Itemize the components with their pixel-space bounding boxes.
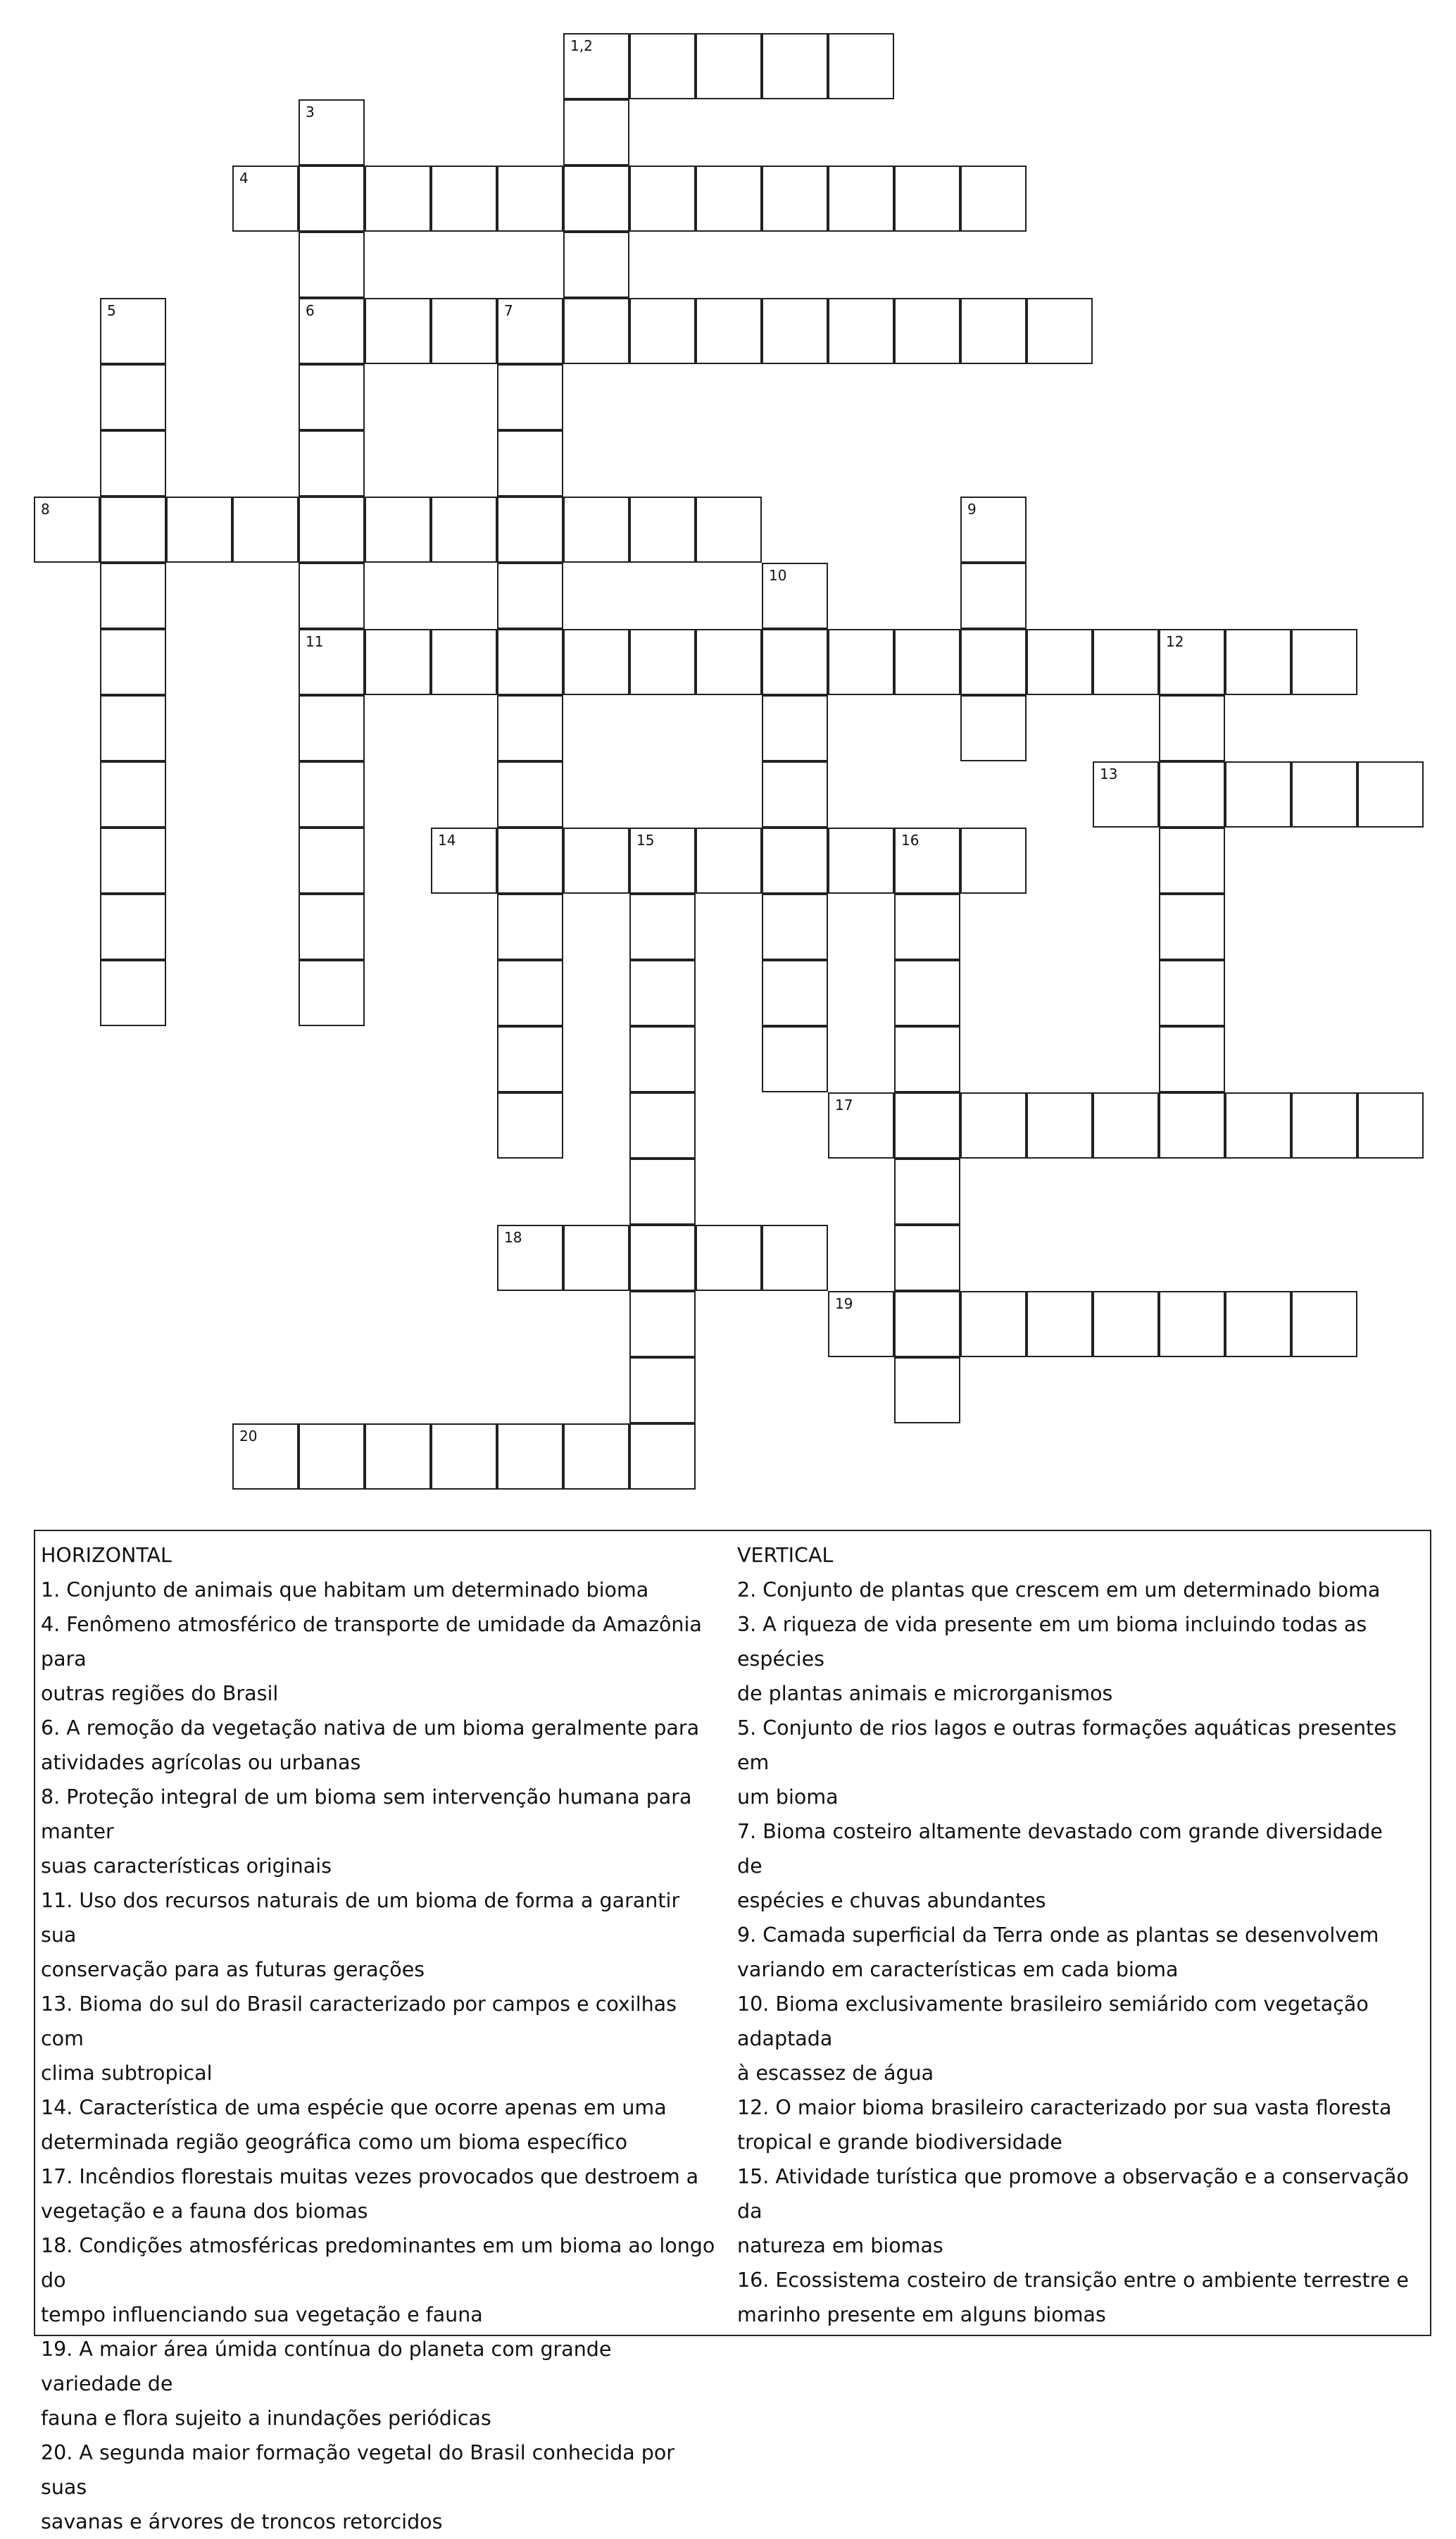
clue-line: fauna e flora sujeito a inundações periódicas [41, 2407, 491, 2430]
crossword-cell[interactable] [960, 828, 1027, 894]
vertical-clue-list [737, 1573, 1413, 2332]
clue-line: à escassez de água [737, 2061, 934, 2085]
crossword-cell[interactable] [828, 1092, 894, 1159]
clue-line: 18. Condições atmosféricas predominantes em um bioma ao longo do [41, 2234, 715, 2292]
clue-line: 4. Fenômeno atmosférico de transporte de umidade da Amazônia para [41, 1613, 702, 1671]
crossword-cell[interactable] [299, 430, 365, 497]
clue-number: 7 [504, 302, 513, 319]
clue-line: 10. Bioma exclusivamente brasileiro semiárido com vegetação adaptada [737, 1992, 1369, 2050]
crossword-cell[interactable] [894, 298, 960, 364]
crossword-cell[interactable] [497, 1225, 563, 1291]
clue-number: 19 [835, 1295, 853, 1312]
crossword-cell[interactable] [629, 1225, 696, 1291]
crossword-cell[interactable] [629, 1026, 696, 1092]
crossword-cell[interactable] [1093, 629, 1159, 695]
crossword-cell[interactable] [100, 695, 166, 761]
crossword-cell[interactable] [1159, 1026, 1225, 1092]
crossword-cell[interactable] [960, 563, 1027, 629]
crossword-cell[interactable] [894, 894, 960, 960]
crossword-cell[interactable] [629, 894, 696, 960]
crossword-cell[interactable] [762, 695, 828, 761]
crossword-cell[interactable] [696, 828, 762, 894]
crossword-cell[interactable] [299, 364, 365, 430]
crossword-cell[interactable] [299, 761, 365, 828]
horizontal-clue-list [41, 1573, 717, 2539]
clue-line: marinho presente em alguns biomas [737, 2303, 1106, 2326]
clue-line: 6. A remoção da vegetação nativa de um bioma geralmente para [41, 1716, 700, 1740]
crossword-cell[interactable] [894, 1291, 960, 1357]
crossword-cell[interactable] [100, 761, 166, 828]
crossword-cell[interactable] [1093, 1291, 1159, 1357]
crossword-cell[interactable] [365, 629, 431, 695]
crossword-cell[interactable] [762, 166, 828, 232]
crossword-cell[interactable] [497, 1423, 563, 1490]
clue-number: 14 [438, 832, 456, 849]
crossword-cell[interactable] [431, 497, 497, 563]
crossword-cell[interactable] [1027, 1092, 1093, 1159]
crossword-cell[interactable] [894, 1026, 960, 1092]
clue-line: 8. Proteção integral de um bioma sem intervenção humana para manter [41, 1785, 692, 1843]
crossword-cell[interactable] [1093, 1092, 1159, 1159]
clue-line: 17. Incêndios florestais muitas vezes provocados que destroem a [41, 2165, 699, 2188]
clue-line: suas características originais [41, 1854, 332, 1878]
crossword-cell[interactable] [629, 1159, 696, 1225]
crossword-cell[interactable] [960, 1092, 1027, 1159]
crossword-cell[interactable] [696, 33, 762, 99]
crossword-cell[interactable] [100, 430, 166, 497]
crossword-cell[interactable] [497, 298, 563, 364]
crossword-cell[interactable] [299, 894, 365, 960]
crossword-cell[interactable] [299, 497, 365, 563]
crossword-cell[interactable] [365, 1423, 431, 1490]
crossword-cell[interactable] [1159, 629, 1225, 695]
crossword-cell[interactable] [299, 298, 365, 364]
clue-line: espécies e chuvas abundantes [737, 1889, 1046, 1912]
crossword-cell[interactable] [563, 1225, 629, 1291]
clue-line: clima subtropical [41, 2061, 213, 2085]
crossword-cell[interactable] [762, 960, 828, 1026]
crossword-cell[interactable] [365, 298, 431, 364]
crossword-cell[interactable] [1027, 629, 1093, 695]
clue-number: 6 [306, 302, 315, 319]
crossword-cell[interactable] [299, 232, 365, 298]
crossword-cell[interactable] [629, 960, 696, 1026]
clue-line: 1. Conjunto de animais que habitam um determinado bioma [41, 1578, 649, 1602]
crossword-cell[interactable] [828, 629, 894, 695]
clue-line: tempo influenciando sua vegetação e fauna [41, 2303, 483, 2326]
crossword-cell[interactable] [894, 960, 960, 1026]
crossword-cell[interactable] [1159, 960, 1225, 1026]
crossword-cell[interactable] [828, 1291, 894, 1357]
crossword-cell[interactable] [960, 629, 1027, 695]
crossword-cell[interactable] [696, 166, 762, 232]
crossword-cell[interactable] [497, 1026, 563, 1092]
clue-number: 4 [239, 170, 249, 187]
crossword-cell[interactable] [629, 1357, 696, 1423]
crossword-cell[interactable] [100, 629, 166, 695]
crossword-cell[interactable] [1225, 629, 1291, 695]
clue-line: de plantas animais e microrganismos [737, 1682, 1113, 1705]
crossword-cell[interactable] [1291, 1291, 1357, 1357]
clue-number: 3 [306, 104, 315, 120]
crossword-cell[interactable] [100, 563, 166, 629]
crossword-cell[interactable] [762, 828, 828, 894]
clue-line: tropical e grande biodiversidade [737, 2131, 1062, 2154]
clue-line: 2. Conjunto de plantas que crescem em um determinado bioma [737, 1578, 1381, 1602]
crossword-cell[interactable] [100, 364, 166, 430]
crossword-cell[interactable] [497, 894, 563, 960]
crossword-cell[interactable] [365, 166, 431, 232]
crossword-cell[interactable] [497, 497, 563, 563]
crossword-cell[interactable] [629, 828, 696, 894]
crossword-cell[interactable] [629, 298, 696, 364]
crossword-cell[interactable] [629, 33, 696, 99]
clue-line: um bioma [737, 1785, 839, 1809]
clue-line: determinada região geográfica como um bioma específico [41, 2131, 628, 2154]
crossword-cell[interactable] [563, 629, 629, 695]
crossword-cell[interactable] [1159, 828, 1225, 894]
clue-line: 20. A segunda maior formação vegetal do Brasil conhecida por suas [41, 2441, 674, 2499]
crossword-cell[interactable] [431, 298, 497, 364]
clue-number: 8 [41, 501, 50, 518]
crossword-cell[interactable] [232, 497, 299, 563]
clue-number: 15 [636, 832, 655, 849]
crossword-cell[interactable] [894, 629, 960, 695]
crossword-cell[interactable] [497, 563, 563, 629]
crossword-cell[interactable] [696, 1225, 762, 1291]
clue-line: conservação para as futuras gerações [41, 1958, 425, 1981]
crossword-cell[interactable] [629, 1092, 696, 1159]
crossword-cell[interactable] [299, 166, 365, 232]
crossword-cell[interactable] [497, 364, 563, 430]
crossword-cell[interactable] [762, 894, 828, 960]
crossword-cell[interactable] [894, 1225, 960, 1291]
clue-line: 3. A riqueza de vida presente em um bioma incluindo todas as espécies [737, 1613, 1367, 1671]
crossword-cell[interactable] [431, 828, 497, 894]
crossword-cell[interactable] [894, 1357, 960, 1423]
crossword-cell[interactable] [1291, 629, 1357, 695]
clue-number: 9 [967, 501, 977, 518]
crossword-cell[interactable] [1159, 761, 1225, 828]
crossword-cell[interactable] [497, 761, 563, 828]
clue-line: 19. A maior área úmida contínua do planeta com grande variedade de [41, 2338, 612, 2395]
crossword-cell[interactable] [563, 166, 629, 232]
crossword-cell[interactable] [762, 761, 828, 828]
crossword-cell[interactable] [1291, 1092, 1357, 1159]
crossword-cell[interactable] [365, 497, 431, 563]
crossword-cell[interactable] [563, 828, 629, 894]
crossword-cell[interactable] [497, 960, 563, 1026]
clue-line: 16. Ecossistema costeiro de transição entre o ambiente terrestre e [737, 2269, 1409, 2292]
crossword-cell[interactable] [1225, 761, 1291, 828]
crossword-cell[interactable] [762, 1026, 828, 1092]
crossword-cell[interactable] [960, 166, 1027, 232]
crossword-cell[interactable] [34, 497, 100, 563]
crossword-cell[interactable] [431, 166, 497, 232]
clue-number: 10 [769, 567, 787, 584]
crossword-cell[interactable] [563, 99, 629, 166]
crossword-cell[interactable] [960, 1291, 1027, 1357]
crossword-cell[interactable] [696, 629, 762, 695]
crossword-cell[interactable] [762, 1225, 828, 1291]
clue-line: atividades agrícolas ou urbanas [41, 1751, 361, 1774]
crossword-cell[interactable] [629, 1423, 696, 1490]
crossword-cell[interactable] [299, 629, 365, 695]
crossword-cell[interactable] [563, 232, 629, 298]
crossword-cell[interactable] [497, 1092, 563, 1159]
crossword-cell[interactable] [1225, 1291, 1291, 1357]
clue-number: 13 [1100, 766, 1118, 782]
clue-line: 9. Camada superficial da Terra onde as plantas se desenvolvem [737, 1923, 1379, 1947]
clue-line: vegetação e a fauna dos biomas [41, 2200, 368, 2223]
crossword-cell[interactable] [894, 1159, 960, 1225]
crossword-cell[interactable] [894, 1092, 960, 1159]
crossword-cell[interactable] [828, 166, 894, 232]
crossword-cell[interactable] [629, 166, 696, 232]
crossword-cell[interactable] [629, 629, 696, 695]
clue-line: 14. Característica de uma espécie que ocorre apenas em uma [41, 2096, 667, 2119]
clue-number: 18 [504, 1229, 522, 1246]
crossword-cell[interactable] [563, 497, 629, 563]
crossword-cell[interactable] [497, 828, 563, 894]
crossword-cell[interactable] [232, 166, 299, 232]
crossword-cell[interactable] [1357, 1092, 1424, 1159]
crossword-cell[interactable] [1159, 695, 1225, 761]
crossword-cell[interactable] [100, 497, 166, 563]
clue-line: outras regiões do Brasil [41, 1682, 279, 1705]
clue-number: 5 [107, 302, 116, 319]
crossword-cell[interactable] [299, 828, 365, 894]
crossword-cell[interactable] [960, 298, 1027, 364]
clue-line: 5. Conjunto de rios lagos e outras formações aquáticas presentes em [737, 1716, 1397, 1774]
crossword-cell[interactable] [1027, 1291, 1093, 1357]
crossword-cell[interactable] [1225, 1092, 1291, 1159]
crossword-cell[interactable] [100, 894, 166, 960]
crossword-cell[interactable] [1357, 761, 1424, 828]
crossword-cell[interactable] [1159, 1092, 1225, 1159]
crossword-cell[interactable] [497, 629, 563, 695]
crossword-cell[interactable] [166, 497, 232, 563]
crossword-cell[interactable] [299, 99, 365, 166]
crossword-cell[interactable] [762, 629, 828, 695]
clue-line: 7. Bioma costeiro altamente devastado com grande diversidade de [737, 1820, 1383, 1878]
clue-number: 1,2 [570, 37, 593, 54]
horizontal-title: HORIZONTAL [41, 1544, 172, 1567]
crossword-cell[interactable] [762, 33, 828, 99]
clue-line: 15. Atividade turística que promove a observação e a conservação da [737, 2165, 1409, 2223]
clue-line: savanas e árvores de troncos retorcidos [41, 2510, 443, 2533]
crossword-cell[interactable] [960, 497, 1027, 563]
crossword-cell[interactable] [563, 33, 629, 99]
crossword-cell[interactable] [1159, 1291, 1225, 1357]
clue-number: 20 [239, 1428, 258, 1445]
crossword-cell[interactable] [828, 828, 894, 894]
crossword-cell[interactable] [1159, 894, 1225, 960]
crossword-cell[interactable] [100, 960, 166, 1026]
clue-line: variando em características em cada bioma [737, 1958, 1179, 1981]
crossword-cell[interactable] [629, 1291, 696, 1357]
crossword-cell[interactable] [497, 430, 563, 497]
crossword-cell[interactable] [960, 695, 1027, 761]
clue-line: 13. Bioma do sul do Brasil caracterizado por campos e coxilhas com [41, 1992, 677, 2050]
vertical-clues [737, 1538, 1413, 2332]
clue-number: 12 [1166, 633, 1184, 650]
crossword-cell[interactable] [299, 1423, 365, 1490]
horizontal-clues [41, 1538, 717, 2539]
crossword-cell[interactable] [431, 629, 497, 695]
crossword-cell[interactable] [894, 828, 960, 894]
crossword-cell[interactable] [100, 828, 166, 894]
crossword-cell[interactable] [762, 298, 828, 364]
crossword-cell[interactable] [629, 497, 696, 563]
crossword-cell[interactable] [1093, 761, 1159, 828]
clue-line: 11. Uso dos recursos naturais de um bioma de forma a garantir sua [41, 1889, 680, 1947]
clue-line: natureza em biomas [737, 2234, 943, 2257]
crossword-cell[interactable] [1027, 298, 1093, 364]
crossword-cell[interactable] [894, 166, 960, 232]
crossword-cell[interactable] [299, 960, 365, 1026]
crossword-cell[interactable] [299, 695, 365, 761]
crossword-cell[interactable] [828, 298, 894, 364]
crossword-cell[interactable] [696, 298, 762, 364]
crossword-cell[interactable] [563, 298, 629, 364]
crossword-cell[interactable] [828, 33, 894, 99]
crossword-cell[interactable] [762, 563, 828, 629]
crossword-cell[interactable] [1291, 761, 1357, 828]
crossword-cell[interactable] [497, 695, 563, 761]
crossword-cell[interactable] [299, 563, 365, 629]
crossword-cell[interactable] [497, 166, 563, 232]
clue-line: 12. O maior bioma brasileiro caracterizado por sua vasta floresta [737, 2096, 1392, 2119]
clues-box [34, 1530, 1431, 2533]
crossword-cell[interactable] [696, 497, 762, 563]
crossword-cell[interactable] [100, 298, 166, 364]
clue-number: 17 [835, 1097, 853, 1113]
crossword-cell[interactable] [232, 1423, 299, 1490]
vertical-title: VERTICAL [737, 1544, 834, 1567]
clue-number: 16 [901, 832, 920, 849]
clue-number: 11 [306, 633, 324, 650]
crossword-cell[interactable] [431, 1423, 497, 1490]
crossword-cell[interactable] [563, 1423, 629, 1490]
